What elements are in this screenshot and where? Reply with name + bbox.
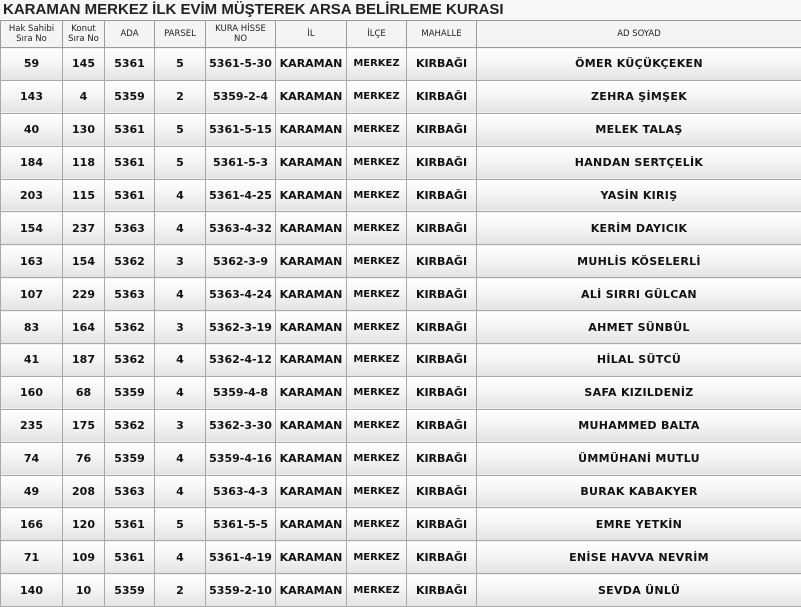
cell-ilce: MERKEZ — [347, 574, 407, 607]
cell-il: KARAMAN — [276, 179, 347, 212]
header-ada: ADA — [105, 21, 155, 48]
cell-mahalle: KIRBAĞI — [407, 376, 477, 409]
cell-ada: 5362 — [105, 245, 155, 278]
cell-ilce: MERKEZ — [347, 212, 407, 245]
cell-mahalle: KIRBAĞI — [407, 344, 477, 377]
cell-hak-sahibi-sira-no: 41 — [1, 344, 63, 377]
cell-kura-hisse-no: 5362-4-12 — [206, 344, 276, 377]
page-title: KARAMAN MERKEZ İLK EVİM MÜŞTEREK ARSA BELİRLEME KURASI — [0, 0, 801, 20]
cell-mahalle: KIRBAĞI — [407, 245, 477, 278]
cell-il: KARAMAN — [276, 541, 347, 574]
table-row — [1, 508, 801, 541]
cell-ad-soyad: ALİ SIRRI GÜLCAN — [477, 278, 801, 311]
cell-ilce: MERKEZ — [347, 146, 407, 179]
cell-hak-sahibi-sira-no: 203 — [1, 179, 63, 212]
cell-kura-hisse-no: 5359-2-4 — [206, 80, 276, 113]
cell-ad-soyad: MUHAMMED BALTA — [477, 409, 801, 442]
cell-ad-soyad: KERİM DAYICIK — [477, 212, 801, 245]
cell-ada: 5361 — [105, 179, 155, 212]
cell-ilce: MERKEZ — [347, 409, 407, 442]
cell-ad-soyad: AHMET SÜNBÜL — [477, 311, 801, 344]
cell-hak-sahibi-sira-no: 184 — [1, 146, 63, 179]
cell-ilce: MERKEZ — [347, 311, 407, 344]
cell-kura-hisse-no: 5361-4-19 — [206, 541, 276, 574]
header-mahalle: MAHALLE — [407, 21, 477, 48]
header-il: İL — [276, 21, 347, 48]
cell-hak-sahibi-sira-no: 59 — [1, 48, 63, 81]
cell-konut-sira-no: 76 — [63, 442, 105, 475]
cell-ada: 5361 — [105, 113, 155, 146]
header-konut-sira-no: Konut Sıra No — [63, 21, 105, 48]
cell-il: KARAMAN — [276, 442, 347, 475]
cell-ad-soyad: ÜMMÜHANİ MUTLU — [477, 442, 801, 475]
table-row — [1, 475, 801, 508]
cell-kura-hisse-no: 5363-4-24 — [206, 278, 276, 311]
cell-kura-hisse-no: 5361-4-25 — [206, 179, 276, 212]
header-ad-soyad: AD SOYAD — [477, 21, 801, 48]
header-kura-hisse-no: KURA HİSSE NO — [206, 21, 276, 48]
cell-il: KARAMAN — [276, 48, 347, 81]
cell-kura-hisse-no: 5359-4-16 — [206, 442, 276, 475]
cell-ilce: MERKEZ — [347, 475, 407, 508]
cell-hak-sahibi-sira-no: 49 — [1, 475, 63, 508]
cell-il: KARAMAN — [276, 344, 347, 377]
cell-mahalle: KIRBAĞI — [407, 278, 477, 311]
cell-hak-sahibi-sira-no: 235 — [1, 409, 63, 442]
cell-kura-hisse-no: 5363-4-32 — [206, 212, 276, 245]
cell-ad-soyad: MELEK TALAŞ — [477, 113, 801, 146]
cell-il: KARAMAN — [276, 508, 347, 541]
cell-ada: 5362 — [105, 344, 155, 377]
cell-kura-hisse-no: 5362-3-9 — [206, 245, 276, 278]
cell-konut-sira-no: 187 — [63, 344, 105, 377]
cell-ada: 5359 — [105, 80, 155, 113]
cell-ad-soyad: MUHLİS KÖSELERLİ — [477, 245, 801, 278]
table-row — [1, 245, 801, 278]
table-row — [1, 179, 801, 212]
cell-il: KARAMAN — [276, 376, 347, 409]
cell-konut-sira-no: 10 — [63, 574, 105, 607]
cell-ilce: MERKEZ — [347, 278, 407, 311]
cell-kura-hisse-no: 5362-3-30 — [206, 409, 276, 442]
cell-ada: 5361 — [105, 508, 155, 541]
cell-il: KARAMAN — [276, 278, 347, 311]
table-row — [1, 574, 801, 607]
table-row — [1, 344, 801, 377]
table-row — [1, 409, 801, 442]
cell-kura-hisse-no: 5361-5-5 — [206, 508, 276, 541]
header-parsel: PARSEL — [155, 21, 206, 48]
cell-parsel: 5 — [155, 48, 206, 81]
cell-konut-sira-no: 130 — [63, 113, 105, 146]
table-row — [1, 212, 801, 245]
cell-parsel: 4 — [155, 376, 206, 409]
cell-hak-sahibi-sira-no: 160 — [1, 376, 63, 409]
cell-ada: 5359 — [105, 574, 155, 607]
cell-parsel: 5 — [155, 113, 206, 146]
cell-mahalle: KIRBAĞI — [407, 475, 477, 508]
cell-mahalle: KIRBAĞI — [407, 146, 477, 179]
cell-ad-soyad: ZEHRA ŞİMŞEK — [477, 80, 801, 113]
cell-kura-hisse-no: 5359-4-8 — [206, 376, 276, 409]
cell-mahalle: KIRBAĞI — [407, 80, 477, 113]
cell-ad-soyad: HİLAL SÜTCÜ — [477, 344, 801, 377]
cell-il: KARAMAN — [276, 574, 347, 607]
cell-hak-sahibi-sira-no: 74 — [1, 442, 63, 475]
cell-hak-sahibi-sira-no: 166 — [1, 508, 63, 541]
cell-ilce: MERKEZ — [347, 344, 407, 377]
cell-mahalle: KIRBAĞI — [407, 212, 477, 245]
table-header-row — [1, 21, 801, 48]
cell-konut-sira-no: 120 — [63, 508, 105, 541]
cell-mahalle: KIRBAĞI — [407, 541, 477, 574]
cell-ad-soyad: SAFA KIZILDENİZ — [477, 376, 801, 409]
table-row — [1, 311, 801, 344]
cell-ada: 5359 — [105, 442, 155, 475]
cell-il: KARAMAN — [276, 113, 347, 146]
cell-ad-soyad: ENİSE HAVVA NEVRİM — [477, 541, 801, 574]
cell-mahalle: KIRBAĞI — [407, 48, 477, 81]
cell-konut-sira-no: 109 — [63, 541, 105, 574]
cell-konut-sira-no: 154 — [63, 245, 105, 278]
cell-ada: 5361 — [105, 541, 155, 574]
cell-ad-soyad: HANDAN SERTÇELİK — [477, 146, 801, 179]
header-ilce: İLÇE — [347, 21, 407, 48]
table-row — [1, 113, 801, 146]
cell-il: KARAMAN — [276, 80, 347, 113]
cell-hak-sahibi-sira-no: 83 — [1, 311, 63, 344]
cell-ilce: MERKEZ — [347, 179, 407, 212]
cell-il: KARAMAN — [276, 409, 347, 442]
cell-mahalle: KIRBAĞI — [407, 179, 477, 212]
cell-konut-sira-no: 145 — [63, 48, 105, 81]
cell-parsel: 2 — [155, 80, 206, 113]
cell-ada: 5363 — [105, 475, 155, 508]
cell-konut-sira-no: 118 — [63, 146, 105, 179]
cell-il: KARAMAN — [276, 146, 347, 179]
cell-ad-soyad: SEVDA ÜNLÜ — [477, 574, 801, 607]
cell-ada: 5363 — [105, 278, 155, 311]
cell-kura-hisse-no: 5363-4-3 — [206, 475, 276, 508]
cell-ada: 5362 — [105, 409, 155, 442]
cell-hak-sahibi-sira-no: 140 — [1, 574, 63, 607]
cell-mahalle: KIRBAĞI — [407, 409, 477, 442]
cell-il: KARAMAN — [276, 212, 347, 245]
header-hak-sahibi-sira-no: Hak Sahibi Sıra No — [1, 21, 63, 48]
cell-hak-sahibi-sira-no: 107 — [1, 278, 63, 311]
cell-parsel: 4 — [155, 475, 206, 508]
cell-ilce: MERKEZ — [347, 442, 407, 475]
cell-mahalle: KIRBAĞI — [407, 113, 477, 146]
cell-konut-sira-no: 175 — [63, 409, 105, 442]
cell-parsel: 4 — [155, 212, 206, 245]
cell-ada: 5359 — [105, 376, 155, 409]
cell-ada: 5363 — [105, 212, 155, 245]
cell-il: KARAMAN — [276, 245, 347, 278]
cell-hak-sahibi-sira-no: 40 — [1, 113, 63, 146]
cell-ad-soyad: ÖMER KÜÇÜKÇEKEN — [477, 48, 801, 81]
cell-ada: 5362 — [105, 311, 155, 344]
cell-ilce: MERKEZ — [347, 508, 407, 541]
cell-il: KARAMAN — [276, 475, 347, 508]
cell-ilce: MERKEZ — [347, 376, 407, 409]
cell-hak-sahibi-sira-no: 143 — [1, 80, 63, 113]
cell-parsel: 2 — [155, 574, 206, 607]
cell-konut-sira-no: 68 — [63, 376, 105, 409]
lottery-results-table — [0, 20, 801, 607]
cell-kura-hisse-no: 5359-2-10 — [206, 574, 276, 607]
cell-kura-hisse-no: 5361-5-3 — [206, 146, 276, 179]
cell-parsel: 5 — [155, 146, 206, 179]
table-row — [1, 376, 801, 409]
cell-konut-sira-no: 237 — [63, 212, 105, 245]
table-row — [1, 278, 801, 311]
cell-parsel: 4 — [155, 344, 206, 377]
cell-ada: 5361 — [105, 146, 155, 179]
table-row — [1, 48, 801, 81]
cell-parsel: 5 — [155, 508, 206, 541]
table-row — [1, 442, 801, 475]
cell-mahalle: KIRBAĞI — [407, 311, 477, 344]
cell-konut-sira-no: 164 — [63, 311, 105, 344]
cell-konut-sira-no: 208 — [63, 475, 105, 508]
cell-parsel: 3 — [155, 311, 206, 344]
cell-ilce: MERKEZ — [347, 80, 407, 113]
cell-kura-hisse-no: 5361-5-30 — [206, 48, 276, 81]
cell-ilce: MERKEZ — [347, 113, 407, 146]
cell-ad-soyad: EMRE YETKİN — [477, 508, 801, 541]
cell-kura-hisse-no: 5361-5-15 — [206, 113, 276, 146]
cell-ada: 5361 — [105, 48, 155, 81]
cell-ilce: MERKEZ — [347, 48, 407, 81]
table-row — [1, 146, 801, 179]
table-row — [1, 80, 801, 113]
cell-parsel: 4 — [155, 278, 206, 311]
cell-ilce: MERKEZ — [347, 541, 407, 574]
cell-il: KARAMAN — [276, 311, 347, 344]
cell-mahalle: KIRBAĞI — [407, 442, 477, 475]
cell-konut-sira-no: 4 — [63, 80, 105, 113]
cell-hak-sahibi-sira-no: 154 — [1, 212, 63, 245]
cell-parsel: 3 — [155, 409, 206, 442]
cell-mahalle: KIRBAĞI — [407, 508, 477, 541]
cell-parsel: 4 — [155, 541, 206, 574]
cell-ad-soyad: BURAK KABAKYER — [477, 475, 801, 508]
cell-parsel: 4 — [155, 442, 206, 475]
cell-hak-sahibi-sira-no: 163 — [1, 245, 63, 278]
cell-parsel: 4 — [155, 179, 206, 212]
cell-konut-sira-no: 115 — [63, 179, 105, 212]
cell-hak-sahibi-sira-no: 71 — [1, 541, 63, 574]
cell-mahalle: KIRBAĞI — [407, 574, 477, 607]
cell-konut-sira-no: 229 — [63, 278, 105, 311]
cell-kura-hisse-no: 5362-3-19 — [206, 311, 276, 344]
cell-ad-soyad: YASİN KIRIŞ — [477, 179, 801, 212]
cell-parsel: 3 — [155, 245, 206, 278]
cell-ilce: MERKEZ — [347, 245, 407, 278]
table-row — [1, 541, 801, 574]
